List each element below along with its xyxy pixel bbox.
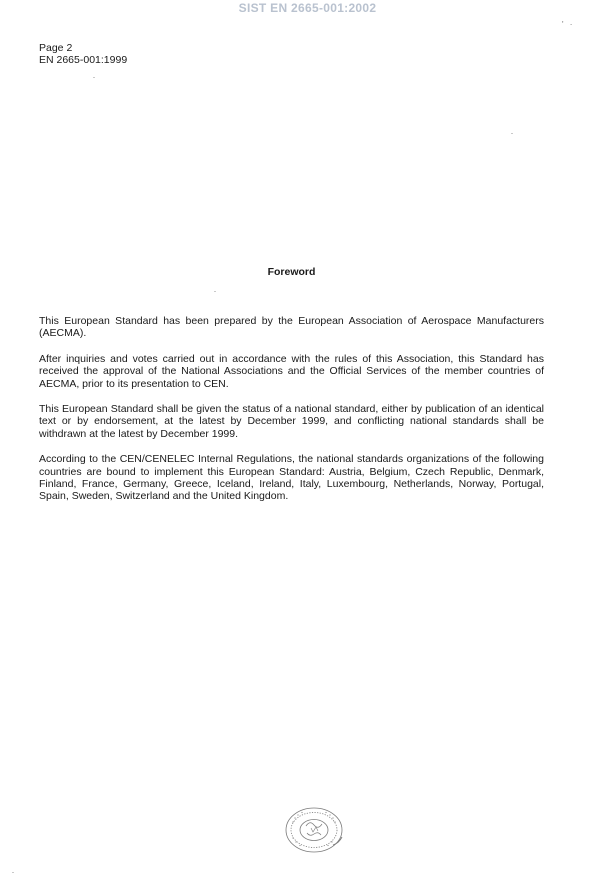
paragraph-4: According to the CEN/CENELEC Internal Regulations, the national standards organizations of the following countries are bound to implement this European Standard: Austria, Belgium, Czech Republic, Denmark, Finland, France, Germany, Greece, Iceland, Ireland, Italy, Luxembourg, Netherlands, Norway, Portugal, Spain, Sweden, Switzerland and the United Kingdom. (39, 453, 544, 503)
document-id: EN 2665-001:1999 (39, 54, 128, 66)
scan-speck (93, 77, 95, 78)
page-number: Page 2 (39, 42, 73, 54)
paragraph-3: This European Standard shall be given the status of a national standard, either by publication of an identical text or by endorsement, at the latest by December 1999, and conflicting national standards shall be withdrawn at the latest by December 1999. (39, 403, 544, 440)
foreword-body (39, 315, 544, 516)
watermark: SIST EN 2665-001:2002 (238, 1, 377, 15)
paragraph-2: After inquiries and votes carried out in accordance with the rules of this Association, this Standard has received the approval of the National Associations and the Official Services of the member countries of AECMA, prior to its presentation to CEN. (39, 352, 544, 390)
official-stamp-icon (284, 806, 346, 854)
scan-speck (214, 291, 216, 292)
scan-speck (511, 133, 513, 134)
paragraph-1: This European Standard has been prepared by the European Association of Aerospace Manufacturers (AECMA). (39, 315, 544, 340)
scan-speck (12, 872, 14, 873)
scan-marks: ' · (562, 20, 575, 29)
page-header (39, 42, 127, 66)
section-title: Foreword (267, 266, 316, 278)
